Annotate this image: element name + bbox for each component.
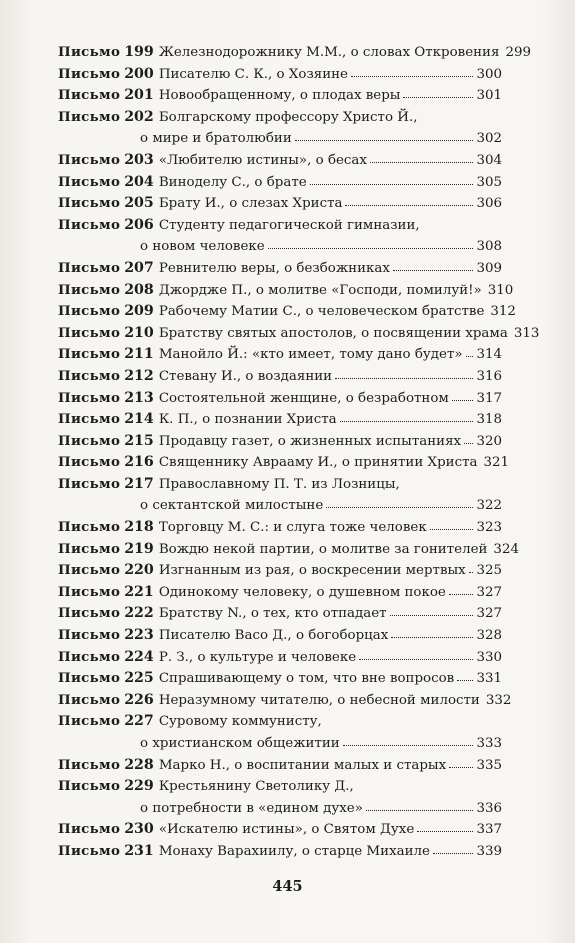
toc-line — [58, 366, 502, 388]
letter-label: Письмо — [58, 173, 121, 190]
letter-number: 220 — [124, 562, 154, 579]
letter-title: Неразумному читателю, о небесной милости — [158, 692, 480, 708]
letter-title: К. П., о познании Христа — [158, 412, 337, 428]
letter-label: Письмо — [58, 778, 121, 795]
dot-leader — [417, 827, 473, 832]
toc-line — [58, 647, 502, 669]
dot-leader — [343, 741, 474, 746]
letter-title: Православному П. Т. из Лозницы, — [158, 476, 400, 492]
toc-line — [58, 431, 502, 453]
toc-entry — [58, 517, 502, 539]
letter-number: 226 — [124, 691, 154, 708]
page-ref: 316 — [476, 368, 502, 384]
letter-title: Новообращенному, о плодах веры — [158, 88, 401, 104]
toc-entry — [58, 474, 502, 517]
dot-leader — [370, 158, 473, 163]
letter-number: 210 — [124, 324, 154, 341]
letter-label: Письмо — [58, 324, 121, 341]
page-ref: 304 — [476, 152, 502, 168]
toc-entry — [58, 647, 502, 669]
letter-label: Письмо — [58, 216, 121, 233]
page-ref: 313 — [513, 325, 540, 341]
toc-line — [58, 172, 502, 194]
toc-entry — [58, 193, 502, 215]
toc-line — [58, 215, 502, 237]
letter-title: Джордже П., о молитве «Господи, помилуй!» — [158, 282, 482, 298]
page-ref: 302 — [476, 131, 502, 147]
letter-number: 199 — [124, 44, 154, 60]
letter-title: «Любителю истины», о бесах — [158, 152, 367, 168]
toc-entry — [58, 64, 502, 86]
page-ref: 333 — [476, 736, 502, 751]
toc-entry — [58, 388, 502, 410]
letter-label: Письмо — [58, 151, 121, 168]
letter-title: Продавцу газет, о жизненных испытаниях — [158, 433, 462, 449]
page-ref: 322 — [476, 498, 502, 514]
letter-title: Спрашивающему о том, что вне вопросов — [158, 671, 455, 687]
page-number: 445 — [272, 878, 303, 895]
letter-title: Братству N., о тех, кто отпадает — [158, 606, 387, 622]
dot-leader — [345, 201, 473, 206]
letter-number: 204 — [124, 173, 154, 190]
dot-leader — [464, 439, 473, 444]
page-ref: 325 — [476, 563, 502, 579]
letter-title: Железнодорожнику М.М., о словах Откровения — [158, 45, 500, 60]
letter-number: 231 — [124, 842, 154, 859]
page-ref: 305 — [476, 174, 502, 190]
page-ref: 328 — [476, 628, 502, 644]
toc-continuation-line — [58, 128, 502, 150]
toc-line — [58, 258, 502, 280]
dot-leader — [310, 180, 474, 185]
letter-number: 223 — [124, 627, 154, 644]
toc-line — [58, 711, 502, 733]
toc-line — [58, 603, 502, 625]
page-ref: 308 — [476, 239, 502, 255]
toc-entry — [58, 539, 519, 561]
toc-entry — [58, 431, 502, 453]
letter-label: Письмо — [58, 65, 121, 82]
letter-number: 229 — [124, 778, 154, 795]
page-ref: 318 — [476, 412, 502, 428]
letter-number: 214 — [124, 411, 154, 428]
letter-label: Письмо — [58, 605, 121, 622]
toc-line — [58, 625, 502, 647]
toc-entry — [58, 150, 502, 172]
letter-number: 208 — [124, 281, 154, 298]
toc-line — [58, 819, 502, 841]
letter-number: 200 — [124, 65, 154, 82]
letter-number: 212 — [124, 367, 154, 384]
toc-entry — [58, 841, 502, 863]
toc-line — [58, 776, 502, 798]
dot-leader — [469, 568, 474, 573]
letter-number: 205 — [124, 195, 154, 212]
toc-entry — [58, 280, 514, 302]
dot-leader — [403, 93, 473, 98]
toc-line — [58, 582, 502, 604]
letter-label: Письмо — [58, 281, 121, 298]
letter-label: Письмо — [58, 108, 121, 125]
toc-entry — [58, 560, 502, 582]
toc-line — [58, 85, 502, 107]
letter-title: Стевану И., о воздаянии — [158, 368, 333, 384]
letter-title: о потребности в «едином духе» — [140, 800, 363, 816]
toc-entry — [58, 668, 502, 690]
letter-title: Писателю Васо Д., о богоборцах — [158, 628, 389, 644]
letter-title: Вождю некой партии, о молитве за гонителей — [158, 541, 488, 557]
toc-line — [58, 150, 502, 172]
dot-leader — [430, 525, 474, 530]
toc-line — [58, 452, 510, 474]
letter-title: Болгарскому профессору Христо Й., — [158, 109, 418, 125]
page-ref: 327 — [476, 606, 502, 622]
toc-entry — [58, 755, 502, 777]
letter-label: Письмо — [58, 411, 121, 428]
toc-line — [58, 344, 502, 366]
dot-leader — [457, 676, 473, 681]
letter-title: Марко Н., о воспитании малых и старых — [158, 757, 447, 773]
letter-number: 227 — [124, 713, 154, 730]
letter-label: Письмо — [58, 648, 121, 665]
toc-line — [58, 107, 502, 129]
letter-label: Письмо — [58, 454, 121, 471]
dot-leader — [326, 503, 473, 508]
letter-title: «Искателю истины», о Святом Духе — [158, 822, 415, 838]
page-ref: 330 — [476, 649, 502, 665]
letter-label: Письмо — [58, 627, 121, 644]
letter-label: Письмо — [58, 87, 121, 104]
page-ref: 339 — [476, 843, 502, 859]
page-ref: 306 — [476, 196, 502, 212]
letter-title: Рабочему Матии С., о человеческом братстве — [158, 304, 485, 320]
toc-line — [58, 42, 531, 64]
toc-line — [58, 409, 502, 431]
page-ref: 321 — [483, 455, 510, 471]
page-ref: 331 — [476, 671, 502, 687]
page-ref: 336 — [476, 800, 502, 816]
page-ref: 332 — [485, 692, 512, 708]
toc-line — [58, 301, 516, 323]
page-ref: 323 — [476, 520, 502, 536]
letter-label: Письмо — [58, 389, 121, 406]
toc-continuation-line — [58, 733, 502, 755]
letter-title: Крестьянину Светолику Д., — [158, 779, 354, 795]
letter-label: Письмо — [58, 691, 121, 708]
toc-entry — [58, 452, 510, 474]
toc-entry — [58, 582, 502, 604]
toc-continuation-line — [58, 798, 502, 820]
toc-line — [58, 280, 514, 302]
dot-leader — [340, 417, 474, 422]
letter-number: 230 — [124, 821, 154, 838]
page-ref: 335 — [476, 757, 502, 773]
letter-label: Письмо — [58, 432, 121, 449]
toc-entry — [58, 625, 502, 647]
toc-entry — [58, 172, 502, 194]
toc-continuation-line — [58, 495, 502, 517]
dot-leader — [359, 655, 473, 660]
dot-leader — [449, 763, 473, 768]
toc-line — [58, 539, 519, 561]
letter-number: 213 — [124, 389, 154, 406]
letter-title: Братству святых апостолов, о посвящении храма — [158, 325, 508, 341]
page-ref: 324 — [493, 541, 519, 557]
dot-leader — [466, 352, 474, 357]
letter-title: Виноделу С., о брате — [158, 174, 307, 190]
letter-number: 217 — [124, 475, 154, 492]
letter-number: 206 — [124, 216, 154, 233]
toc-line — [58, 323, 540, 345]
letter-title: Р. З., о культуре и человеке — [158, 649, 357, 665]
letter-label: Письмо — [58, 713, 121, 730]
dot-leader — [449, 590, 474, 595]
letter-number: 216 — [124, 454, 154, 471]
letter-number: 201 — [124, 87, 154, 104]
letter-label: Письмо — [58, 195, 121, 212]
letter-number: 222 — [124, 605, 154, 622]
toc-line — [58, 560, 502, 582]
letter-title: Суровому коммунисту, — [158, 714, 322, 730]
dot-leader — [351, 72, 473, 77]
letter-title: о мире и братолюбии — [140, 131, 292, 147]
toc-entry — [58, 603, 502, 625]
letter-title: о сектантской милостыне — [140, 498, 324, 514]
letter-number: 215 — [124, 432, 154, 449]
page-ref: 317 — [476, 390, 502, 406]
letter-number: 202 — [124, 108, 154, 125]
toc-entry — [58, 107, 502, 150]
toc-entry — [58, 690, 512, 712]
letter-title: Священнику Аврааму И., о принятии Христа — [158, 455, 478, 471]
letter-number: 221 — [124, 583, 154, 600]
toc-continuation-line — [58, 236, 502, 258]
toc-line — [58, 388, 502, 410]
letter-title: Студенту педагогической гимназии, — [158, 217, 420, 233]
toc-entry — [58, 85, 502, 107]
letter-title: Изгнанным из рая, о воскресении мертвых — [158, 563, 466, 579]
toc-entry — [58, 215, 502, 258]
dot-leader — [295, 136, 474, 141]
letter-title: Манойло Й.: «кто имеет, тому дано будет» — [158, 347, 463, 363]
letter-label: Письмо — [58, 821, 121, 838]
page-ref: 309 — [476, 260, 502, 276]
page-ref: 314 — [476, 347, 502, 363]
table-of-contents — [58, 42, 540, 863]
letter-label: Письмо — [58, 259, 121, 276]
letter-label: Письмо — [58, 562, 121, 579]
letter-number: 203 — [124, 151, 154, 168]
letter-label: Письмо — [58, 475, 121, 492]
toc-line — [58, 841, 502, 863]
letter-label: Письмо — [58, 540, 121, 557]
dot-leader — [433, 849, 473, 854]
toc-line — [58, 64, 502, 86]
letter-title: Писателю С. К., о Хозяине — [158, 66, 348, 82]
page-ref: 300 — [476, 66, 502, 82]
letter-title: Торговцу М. С.: и слуга тоже человек — [158, 520, 427, 536]
letter-label: Письмо — [58, 756, 121, 773]
toc-entry — [58, 42, 531, 64]
letter-label: Письмо — [58, 303, 121, 320]
toc-line — [58, 668, 502, 690]
dot-leader — [390, 611, 474, 616]
page-ref: 299 — [505, 45, 531, 60]
letter-label: Письмо — [58, 583, 121, 600]
letter-label: Письмо — [58, 842, 121, 859]
toc-line — [58, 517, 502, 539]
dot-leader — [452, 396, 474, 401]
dot-leader — [268, 244, 474, 249]
letter-label: Письмо — [58, 346, 121, 363]
letter-number: 211 — [124, 346, 154, 363]
letter-number: 207 — [124, 259, 154, 276]
letter-title: о христианском общежитии — [140, 736, 340, 751]
page-ref: 312 — [490, 304, 516, 320]
page-ref: 327 — [476, 584, 502, 600]
letter-number: 228 — [124, 756, 154, 773]
toc-entry — [58, 344, 502, 366]
letter-number: 225 — [124, 670, 154, 687]
letter-title: Состоятельной женщине, о безработном — [158, 390, 449, 406]
dot-leader — [335, 374, 473, 379]
toc-entry — [58, 776, 502, 819]
page-ref: 310 — [487, 282, 514, 298]
dot-leader — [366, 806, 474, 811]
toc-line — [58, 474, 502, 496]
letter-title: Брату И., о слезах Христа — [158, 196, 343, 212]
toc-entry — [58, 258, 502, 280]
letter-title: о новом человеке — [140, 239, 265, 255]
toc-line — [58, 755, 502, 777]
toc-entry — [58, 323, 540, 345]
letter-label: Письмо — [58, 367, 121, 384]
page-ref: 301 — [476, 88, 502, 104]
page-ref: 320 — [476, 433, 502, 449]
toc-entry — [58, 366, 502, 388]
letter-number: 209 — [124, 303, 154, 320]
dot-leader — [393, 266, 474, 271]
toc-entry — [58, 819, 502, 841]
letter-number: 219 — [124, 540, 154, 557]
letter-label: Письмо — [58, 44, 121, 60]
toc-entry — [58, 409, 502, 431]
toc-entry — [58, 301, 516, 323]
letter-title: Одинокому человеку, о душевном покое — [158, 584, 446, 600]
dot-leader — [391, 633, 473, 638]
letter-title: Ревнителю веры, о безбожниках — [158, 260, 390, 276]
letter-label: Письмо — [58, 670, 121, 687]
toc-line — [58, 690, 512, 712]
letter-number: 218 — [124, 519, 154, 536]
toc-line — [58, 193, 502, 215]
letter-title: Монаху Варахиилу, о старце Михаиле — [158, 843, 430, 859]
toc-entry — [58, 711, 502, 754]
letter-number: 224 — [124, 648, 154, 665]
page-ref: 337 — [476, 822, 502, 838]
letter-label: Письмо — [58, 519, 121, 536]
